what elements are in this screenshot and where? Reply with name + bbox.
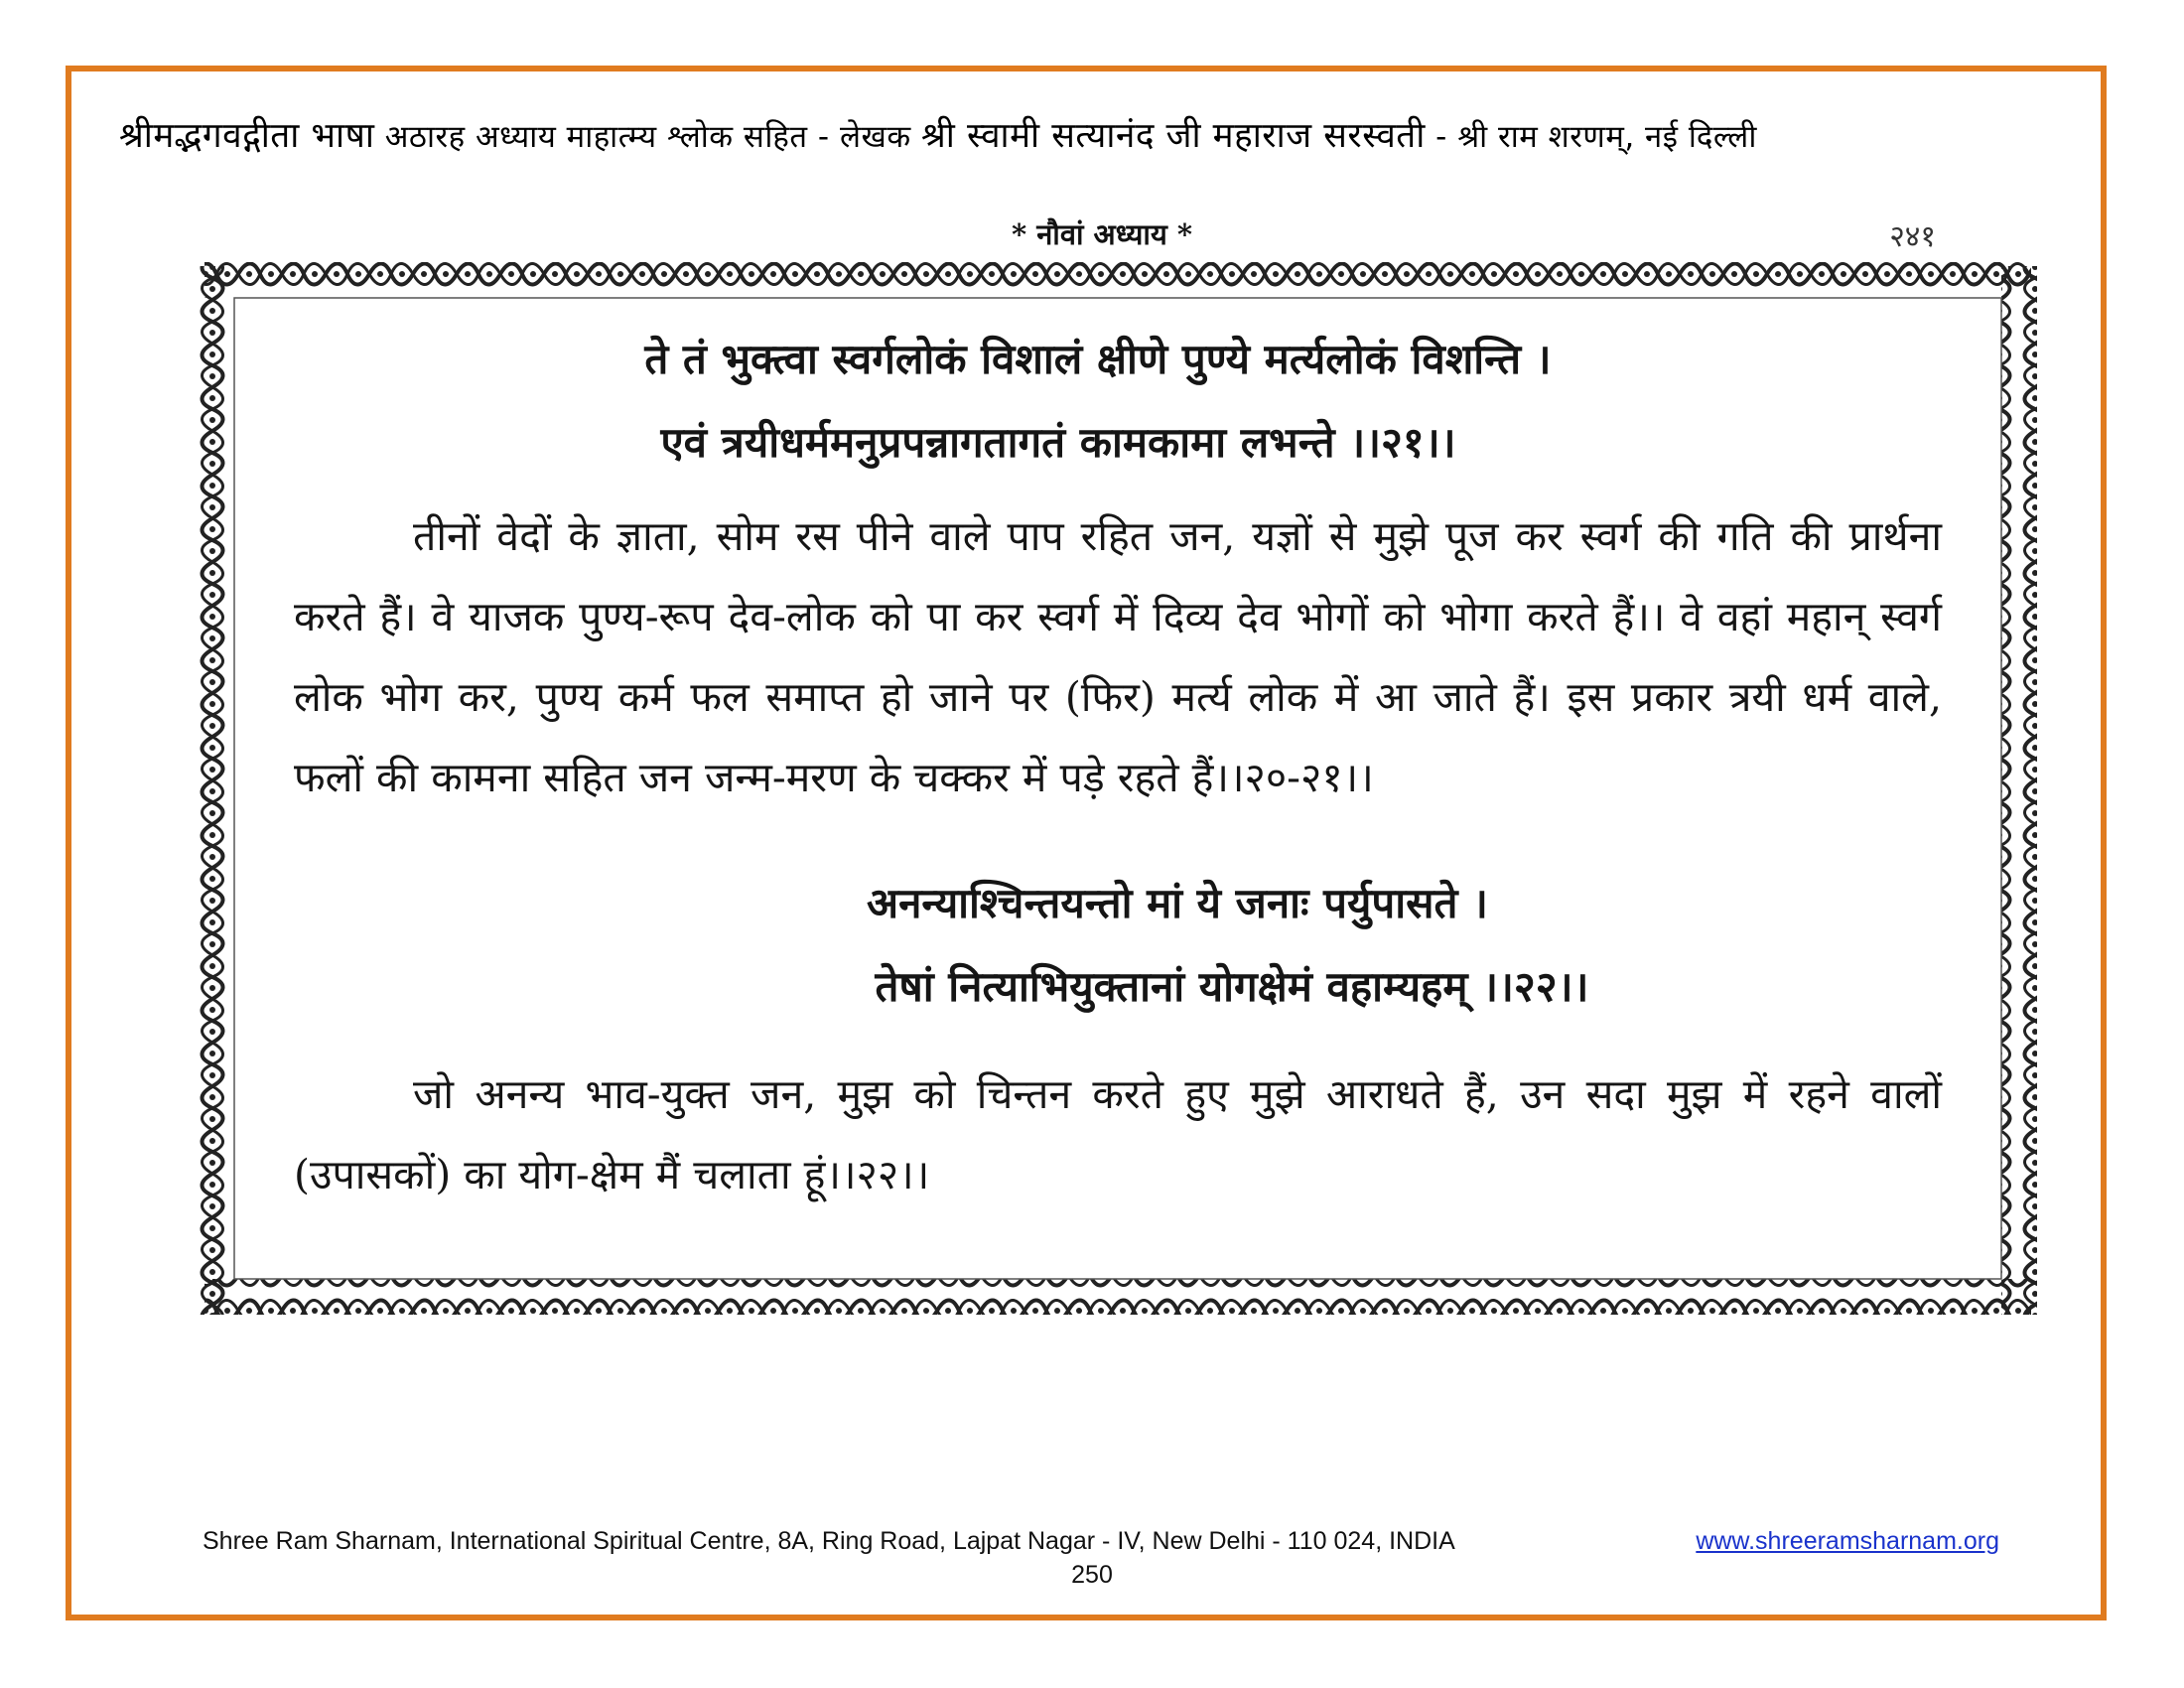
chapter-title: * नौवां अध्याय *: [1011, 217, 1193, 251]
print-page-number: २४१: [1889, 219, 1936, 254]
book-subtitle: अठारह अध्याय माहात्म्य श्लोक सहित - लेखक: [384, 119, 911, 155]
page-header: [119, 111, 2065, 158]
verse-line: ते तं भुक्त्वा स्वर्गलोकं विशालं क्षीणे पुण्ये मर्त्यलोकं विशन्ति ।: [644, 335, 1552, 383]
footer: [203, 1527, 1999, 1556]
website-link[interactable]: www.shreeramsharnam.org: [1696, 1527, 1999, 1555]
verse-21: [294, 318, 1942, 485]
page-number: 250: [1071, 1561, 1113, 1589]
verse-line: तेषां नित्याभियुक्तानां योगक्षेमं वहाम्यहम् ।।२२।।: [875, 962, 1589, 1011]
translation-20-21: तीनों वेदों के ज्ञाता, सोम रस पीने वाले पाप रहित जन, यज्ञों से मुझे पूज कर स्वर्ग की गति की प्रार्थना करते हैं। वे याजक पुण्य-रूप देव-लोक को पा कर स्वर्ग में दिव्य देव भोगों को भोगा करते हैं।। वे वहां महान् स्वर्ग लोक भोग कर, पुण्य कर्म फल समाप्त हो जाने पर (फिर) मर्त्य लोक में आ जाते हैं। इस प्रकार त्रयी धर्म वाले, फलों की कामना सहित जन जन्म-मरण के चक्कर में पड़े रहते हैं।।२०-२१।।: [294, 512, 1942, 801]
verse-22: [294, 862, 1942, 1029]
publisher-name: - श्री राम शरणम्, नई दिल्ली: [1435, 119, 1757, 155]
book-title: श्रीमद्भगवद्गीता भाषा: [119, 116, 375, 156]
translation-22: जो अनन्य भाव-युक्त जन, मुझ को चिन्तन करते हुए मुझे आराधते हैं, उन सदा मुझ में रहने वालों (उपासकों) का योग-क्षेम मैं चलाता हूं।।२२।।: [294, 1070, 1942, 1198]
verse-line: एवं त्रयीधर्ममनुप्रपन्नागतागतं कामकामा लभन्ते ।।२१।।: [660, 418, 1456, 467]
author-name: श्री स्वामी सत्यानंद जी महाराज सरस्वती: [920, 116, 1426, 156]
verse-line: अनन्याश्चिन्तयन्तो मां ये जनाः पर्युपासते ।: [867, 879, 1488, 927]
footer-address: Shree Ram Sharnam, International Spiritual Centre, 8A, Ring Road, Lajpat Nagar - IV, New Delhi - 110 024, INDIA: [203, 1527, 1455, 1555]
scripture-text: [294, 318, 1942, 1215]
